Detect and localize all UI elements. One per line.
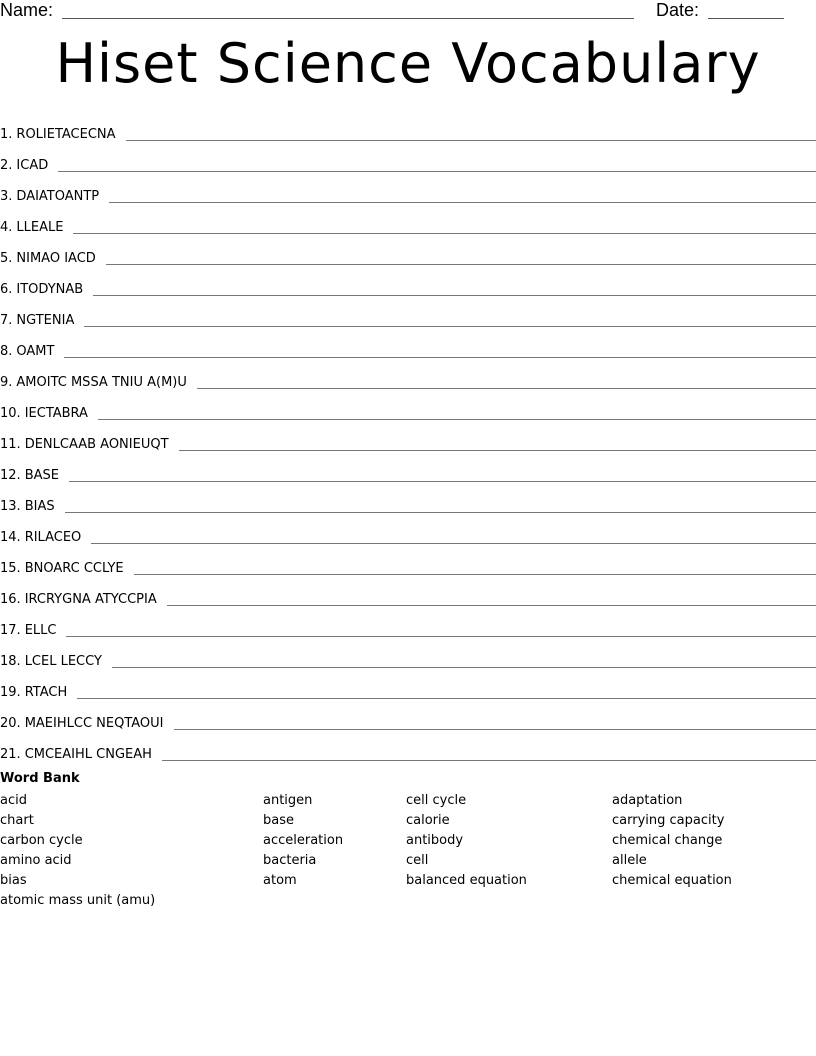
word-bank-item: acid bbox=[0, 793, 27, 808]
scrambled-word: RILACEO bbox=[24, 530, 82, 545]
question-number: 15. bbox=[0, 561, 21, 576]
word-bank-column bbox=[0, 791, 155, 911]
answer-line[interactable] bbox=[66, 635, 816, 637]
word-bank-column bbox=[612, 791, 732, 891]
question-number: 18. bbox=[0, 654, 21, 669]
scrambled-word: LCEL LECCY bbox=[24, 654, 102, 669]
scrambled-word: OAMT bbox=[16, 344, 55, 359]
scrambled-word: ICAD bbox=[16, 158, 49, 173]
question-row bbox=[0, 577, 816, 608]
question-row bbox=[0, 236, 816, 267]
answer-line[interactable] bbox=[109, 201, 816, 203]
answer-line[interactable] bbox=[69, 480, 816, 482]
word-bank-item: amino acid bbox=[0, 853, 72, 868]
scrambled-word: IRCRYGNA ATYCCPIA bbox=[24, 592, 157, 607]
question-number: 4. bbox=[0, 220, 13, 235]
question-row bbox=[0, 453, 816, 484]
answer-line[interactable] bbox=[162, 759, 816, 761]
scrambled-word: NIMAO IACD bbox=[16, 251, 96, 266]
answer-line[interactable] bbox=[58, 170, 816, 172]
answer-line[interactable] bbox=[65, 511, 816, 513]
answer-line[interactable] bbox=[106, 263, 816, 265]
question-number: 11. bbox=[0, 437, 21, 452]
question-row bbox=[0, 143, 816, 174]
answer-line[interactable] bbox=[112, 666, 816, 668]
name-field-line[interactable] bbox=[62, 18, 634, 19]
question-row bbox=[0, 670, 816, 701]
word-bank-item: carbon cycle bbox=[0, 833, 83, 848]
question-number: 7. bbox=[0, 313, 13, 328]
answer-line[interactable] bbox=[91, 542, 816, 544]
question-number: 6. bbox=[0, 282, 13, 297]
answer-line[interactable] bbox=[126, 139, 816, 141]
scrambled-word: ITODYNAB bbox=[16, 282, 84, 297]
word-bank-item: cell bbox=[406, 853, 429, 868]
header bbox=[0, 0, 816, 24]
word-bank-item: chart bbox=[0, 813, 34, 828]
question-row bbox=[0, 422, 816, 453]
word-bank-item: chemical change bbox=[612, 833, 723, 848]
question-number: 2. bbox=[0, 158, 13, 173]
word-bank-item: balanced equation bbox=[406, 873, 527, 888]
word-bank-item: cell cycle bbox=[406, 793, 467, 808]
answer-line[interactable] bbox=[77, 697, 816, 699]
question-number: 5. bbox=[0, 251, 13, 266]
question-number: 21. bbox=[0, 747, 21, 762]
question-row bbox=[0, 329, 816, 360]
date-field-line[interactable] bbox=[708, 18, 784, 19]
answer-line[interactable] bbox=[167, 604, 816, 606]
scrambled-word: ROLIETACECNA bbox=[16, 127, 116, 142]
scrambled-word: AMOITC MSSA TNIU A(M)U bbox=[16, 375, 187, 390]
word-bank-item: antibody bbox=[406, 833, 464, 848]
scrambled-word: BIAS bbox=[24, 499, 55, 514]
word-bank-item: allele bbox=[612, 853, 647, 868]
answer-line[interactable] bbox=[64, 356, 816, 358]
answer-line[interactable] bbox=[84, 325, 816, 327]
question-number: 17. bbox=[0, 623, 21, 638]
word-bank-column bbox=[263, 791, 343, 891]
word-bank-item: antigen bbox=[263, 793, 313, 808]
word-bank-column bbox=[406, 791, 527, 891]
scrambled-word: DENLCAAB AONIEUQT bbox=[24, 437, 169, 452]
question-row bbox=[0, 298, 816, 329]
question-number: 16. bbox=[0, 592, 21, 607]
answer-line[interactable] bbox=[98, 418, 816, 420]
question-row bbox=[0, 205, 816, 236]
word-bank-item: atom bbox=[263, 873, 297, 888]
question-row bbox=[0, 267, 816, 298]
answer-line[interactable] bbox=[174, 728, 816, 730]
question-number: 14. bbox=[0, 530, 21, 545]
question-row bbox=[0, 608, 816, 639]
answer-line[interactable] bbox=[197, 387, 816, 389]
answer-line[interactable] bbox=[93, 294, 816, 296]
question-row bbox=[0, 701, 816, 732]
answer-line[interactable] bbox=[73, 232, 816, 234]
scrambled-word: MAEIHLCC NEQTAOUI bbox=[24, 716, 164, 731]
word-bank-item: acceleration bbox=[263, 833, 344, 848]
question-number: 20. bbox=[0, 716, 21, 731]
scrambled-word: CMCEAIHL CNGEAH bbox=[24, 747, 152, 762]
scrambled-word: DAIATOANTP bbox=[16, 189, 100, 204]
word-bank-item: base bbox=[263, 813, 294, 828]
word-bank-item: calorie bbox=[406, 813, 450, 828]
scrambled-word: NGTENIA bbox=[16, 313, 75, 328]
answer-line[interactable] bbox=[134, 573, 816, 575]
answer-line[interactable] bbox=[179, 449, 816, 451]
question-row bbox=[0, 732, 816, 763]
question-number: 8. bbox=[0, 344, 13, 359]
question-row bbox=[0, 546, 816, 577]
scrambled-word: LLEALE bbox=[16, 220, 64, 235]
question-list bbox=[0, 112, 816, 763]
scrambled-word: IECTABRA bbox=[24, 406, 88, 421]
word-bank-item: bacteria bbox=[263, 853, 317, 868]
word-bank-item: chemical equation bbox=[612, 873, 732, 888]
question-row bbox=[0, 639, 816, 670]
word-bank-item: atomic mass unit (amu) bbox=[0, 893, 156, 908]
question-row bbox=[0, 174, 816, 205]
question-number: 19. bbox=[0, 685, 21, 700]
word-bank-item: adaptation bbox=[612, 793, 683, 808]
word-bank-item: bias bbox=[0, 873, 27, 888]
question-number: 12. bbox=[0, 468, 21, 483]
question-row bbox=[0, 360, 816, 391]
word-bank-title: Word Bank bbox=[0, 771, 80, 786]
scrambled-word: BNOARC CCLYE bbox=[24, 561, 124, 576]
question-number: 3. bbox=[0, 189, 13, 204]
question-number: 9. bbox=[0, 375, 13, 390]
scrambled-word: ELLC bbox=[24, 623, 57, 638]
question-row bbox=[0, 391, 816, 422]
name-label: Name: bbox=[0, 0, 54, 20]
question-row bbox=[0, 484, 816, 515]
question-number: 13. bbox=[0, 499, 21, 514]
page-title: Hiset Science Vocabulary bbox=[55, 32, 761, 95]
date-label: Date: bbox=[656, 0, 700, 20]
question-row bbox=[0, 112, 816, 143]
scrambled-word: RTACH bbox=[24, 685, 68, 700]
question-row bbox=[0, 515, 816, 546]
scrambled-word: BASE bbox=[24, 468, 59, 483]
question-number: 1. bbox=[0, 127, 13, 142]
question-number: 10. bbox=[0, 406, 21, 421]
word-bank-item: carrying capacity bbox=[612, 813, 725, 828]
